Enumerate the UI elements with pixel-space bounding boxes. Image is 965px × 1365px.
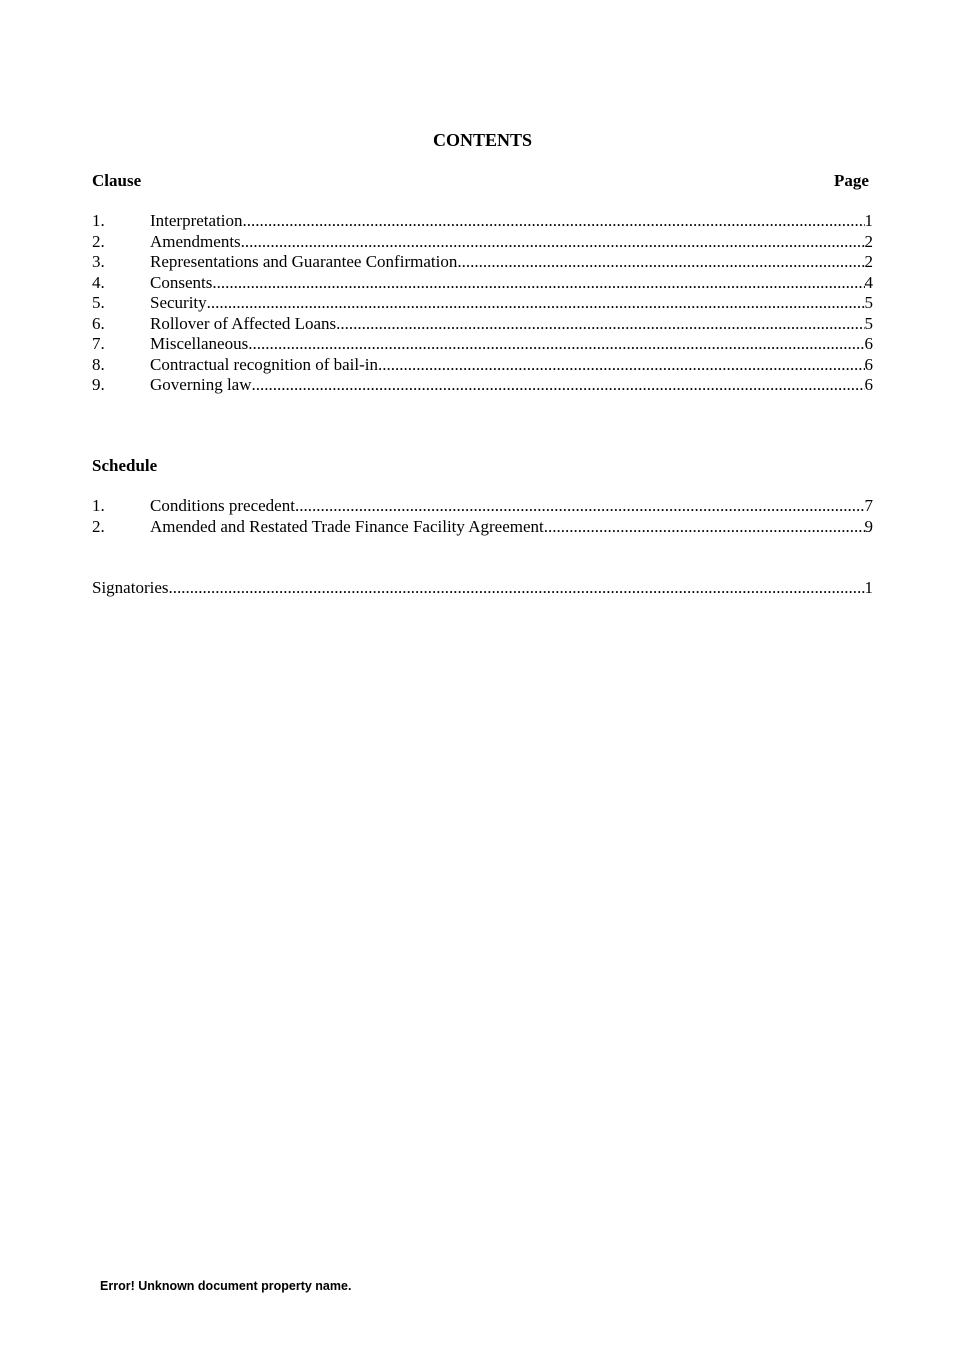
toc-entry-title: Representations and Guarantee Confirmation — [150, 252, 458, 271]
toc-entry-number: 9. — [92, 375, 105, 394]
clause-column-header: Clause — [92, 171, 142, 190]
toc-dot-leader — [252, 375, 865, 395]
toc-entry-page: 2 — [864, 252, 873, 271]
clause-list — [92, 211, 873, 396]
toc-entry-page: 6 — [864, 334, 873, 353]
toc-entry-title: Signatories — [92, 578, 169, 597]
toc-entry-page: 6 — [864, 375, 873, 394]
toc-entry-rollover[interactable] — [92, 314, 873, 335]
toc-entry-number: 3. — [92, 252, 105, 271]
toc-entry-title: Consents — [150, 272, 213, 292]
toc-dot-leader — [544, 517, 865, 537]
schedule-section-header: Schedule — [92, 456, 158, 475]
toc-dot-leader — [243, 211, 865, 231]
toc-entry-title: Miscellaneous — [150, 334, 249, 353]
toc-dot-leader — [295, 496, 865, 516]
toc-entry-number: 1. — [92, 211, 105, 230]
toc-entry-title: Security — [150, 293, 207, 312]
toc-dot-leader — [248, 334, 864, 354]
toc-entry-conditions-precedent[interactable] — [92, 496, 873, 517]
toc-entry-miscellaneous[interactable] — [92, 334, 873, 355]
toc-entry-governing-law[interactable] — [92, 375, 873, 396]
toc-dot-leader — [457, 252, 864, 272]
toc-entry-page: 2 — [864, 231, 873, 251]
toc-entry-title: Interpretation — [150, 211, 243, 230]
toc-entry-number: 6. — [92, 313, 105, 333]
page-title: CONTENTS — [432, 130, 533, 150]
toc-entry-page: 1 — [864, 578, 873, 597]
toc-entry-number: 8. — [92, 354, 105, 374]
toc-entry-title: Governing law — [150, 375, 252, 394]
toc-entry-title: Amendments — [150, 231, 241, 251]
toc-entry-title: Contractual recognition of bail-in — [150, 354, 379, 374]
toc-entry-number: 7. — [92, 334, 105, 353]
toc-entry-consents[interactable] — [92, 273, 873, 294]
toc-dot-leader — [336, 314, 864, 334]
toc-entry-title: Conditions precedent — [150, 496, 295, 515]
toc-entry-title: Rollover of Affected Loans — [150, 313, 337, 333]
toc-entry-representations[interactable] — [92, 252, 873, 273]
signatories-list — [92, 578, 873, 599]
page-column-header: Page — [834, 171, 869, 190]
schedule-list — [92, 496, 873, 537]
toc-dot-leader — [241, 232, 865, 252]
toc-entry-title: Amended and Restated Trade Finance Facility Agreement — [150, 516, 544, 536]
toc-entry-interpretation[interactable] — [92, 211, 873, 232]
toc-entry-number: 2. — [92, 231, 105, 251]
toc-entry-number: 2. — [92, 516, 105, 536]
toc-entry-number: 1. — [92, 496, 105, 515]
toc-entry-page: 5 — [864, 313, 873, 333]
toc-entry-amended-agreement[interactable] — [92, 517, 873, 538]
toc-entry-amendments[interactable] — [92, 232, 873, 253]
toc-entry-signatories[interactable] — [92, 578, 873, 599]
toc-entry-page: 5 — [864, 293, 873, 312]
toc-entry-bail-in[interactable] — [92, 355, 873, 376]
toc-dot-leader — [378, 355, 864, 375]
toc-entry-page: 4 — [864, 272, 873, 292]
toc-dot-leader — [169, 578, 865, 598]
toc-entry-number: 4. — [92, 272, 105, 292]
toc-entry-number: 5. — [92, 293, 105, 312]
toc-entry-page: 9 — [864, 516, 873, 536]
toc-entry-page: 7 — [864, 496, 873, 515]
toc-entry-security[interactable] — [92, 293, 873, 314]
toc-dot-leader — [207, 293, 865, 313]
toc-dot-leader — [212, 273, 864, 293]
toc-entry-page: 6 — [864, 354, 873, 374]
toc-entry-page: 1 — [864, 211, 873, 230]
footer-error-note: Error! Unknown document property name. — [100, 1279, 352, 1293]
